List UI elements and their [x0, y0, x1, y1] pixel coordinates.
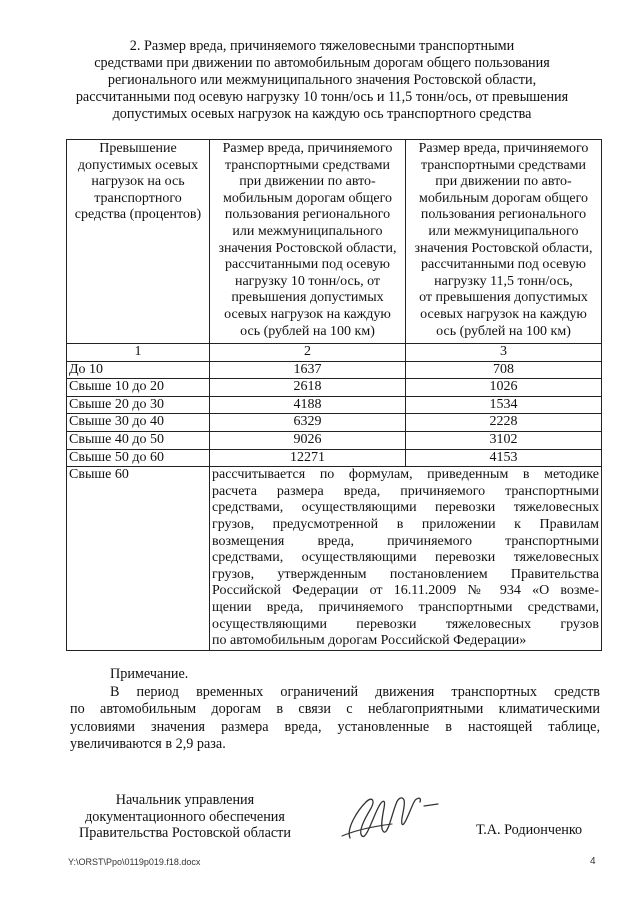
- harm-table: [66, 139, 602, 651]
- row-value-10t: 2618: [210, 379, 406, 397]
- table-row: [67, 379, 602, 397]
- title-line: регионального или межмуниципального значения Ростовской области,: [107, 71, 537, 88]
- header-harm-10t: Размер вреда, причиняемого транспортными средствами при движении по авто- мобильным дорогам общего пользования регионального или межмуниципального значения Ростовской области, рассчитанными под осевую нагрузку 10 тонн/ось, от превышения допустимых осевых нагрузок на каждую ось (рублей на 100 км): [210, 140, 406, 344]
- table-row: [67, 414, 602, 432]
- table-row: [67, 449, 602, 467]
- table-row-over-60: [67, 467, 602, 651]
- row-value-10t: 9026: [210, 431, 406, 449]
- table-row: [67, 431, 602, 449]
- row-range: До 10: [67, 361, 210, 379]
- signer-position-line: Начальник управления: [115, 792, 255, 808]
- signer-position-line: документационного обеспечения: [85, 808, 285, 825]
- title-line: средствами при движении по автомобильным дорогам общего пользования: [94, 54, 550, 71]
- row-value-11-5t: 1026: [406, 379, 602, 397]
- row-value-11-5t: 4153: [406, 449, 602, 467]
- note-section: [70, 666, 600, 754]
- note-line: увеличиваются в 2,9 раза.: [70, 736, 226, 753]
- row-range: Свыше 30 до 40: [67, 414, 210, 432]
- document-title: [56, 38, 588, 123]
- title-line: 2. Размер вреда, причиняемого тяжеловесными транспортными: [129, 38, 515, 54]
- row-range: Свыше 20 до 30: [67, 396, 210, 414]
- page-number: 4: [590, 856, 596, 867]
- title-line: рассчитанными под осевую нагрузку 10 тонн/ось и 11,5 тонн/ось, от превышения: [75, 88, 569, 105]
- row-value-10t: 1637: [210, 361, 406, 379]
- row-range: Свыше 60: [67, 467, 210, 651]
- row-value-10t: 6329: [210, 414, 406, 432]
- header-harm-11-5t: Размер вреда, причиняемого транспортными средствами при движении по авто- мобильным дорогам общего пользования регионального или межмуниципального значения Ростовской области, рассчитанными под осевую нагрузку 11,5 тонн/ось, от превышения допустимых осевых нагрузок на каждую ось (рублей на 100 км): [406, 140, 602, 344]
- note-heading: Примечание.: [110, 666, 189, 682]
- handwritten-signature: [336, 780, 446, 850]
- table-header-row: [67, 140, 602, 344]
- formula-reference-text: рассчитывается по формулам, приведенным в методике расчета размера вреда, причиняемого транспортными средствами, осуществляющими перевозки тяжеловесных грузов, предусмотренной в приложении к Правилам возмещения вреда, причиняемого транспортными средствами, осуществляющими перевозки тяжеловесных грузов, утвержденным постановлением Правительства Российской Федерации от 16.11.2009 № 934 «О возме- щении вреда, причиняемого транспортными средствами, осуществляющими перевозки тяжеловесных грузов по автомобильным дорогам Российской Федерации»: [210, 467, 602, 651]
- note-line: условиями значения размера вреда, установленные в настоящей таблице,: [70, 718, 600, 735]
- row-range: Свыше 50 до 60: [67, 449, 210, 467]
- row-range: Свыше 10 до 20: [67, 379, 210, 397]
- title-line: допустимых осевых нагрузок на каждую ось транспортного средства: [112, 105, 532, 122]
- column-number: 3: [406, 344, 602, 362]
- row-value-11-5t: 1534: [406, 396, 602, 414]
- note-line: В период временных ограничений движения транспортных средств: [110, 683, 600, 700]
- row-value-10t: 12271: [210, 449, 406, 467]
- column-number-row: [67, 344, 602, 362]
- row-value-11-5t: 3102: [406, 431, 602, 449]
- row-value-10t: 4188: [210, 396, 406, 414]
- column-number: 1: [67, 344, 210, 362]
- file-path: Y:\ORST\Ppo\0119p019.f18.docx: [68, 857, 201, 867]
- table-row: [67, 396, 602, 414]
- signer-position: [70, 792, 300, 842]
- header-excess-percent: Превышение допустимых осевых нагрузок на ось транспортного средства (процентов): [67, 140, 210, 344]
- row-range: Свыше 40 до 50: [67, 431, 210, 449]
- signer-name: Т.А. Родионченко: [476, 822, 583, 838]
- signer-position-line: Правительства Ростовской области: [79, 825, 291, 841]
- note-line: по автомобильным дорогам в связи с неблагоприятными климатическими: [70, 701, 600, 718]
- table-row: [67, 361, 602, 379]
- row-value-11-5t: 2228: [406, 414, 602, 432]
- column-number: 2: [210, 344, 406, 362]
- row-value-11-5t: 708: [406, 361, 602, 379]
